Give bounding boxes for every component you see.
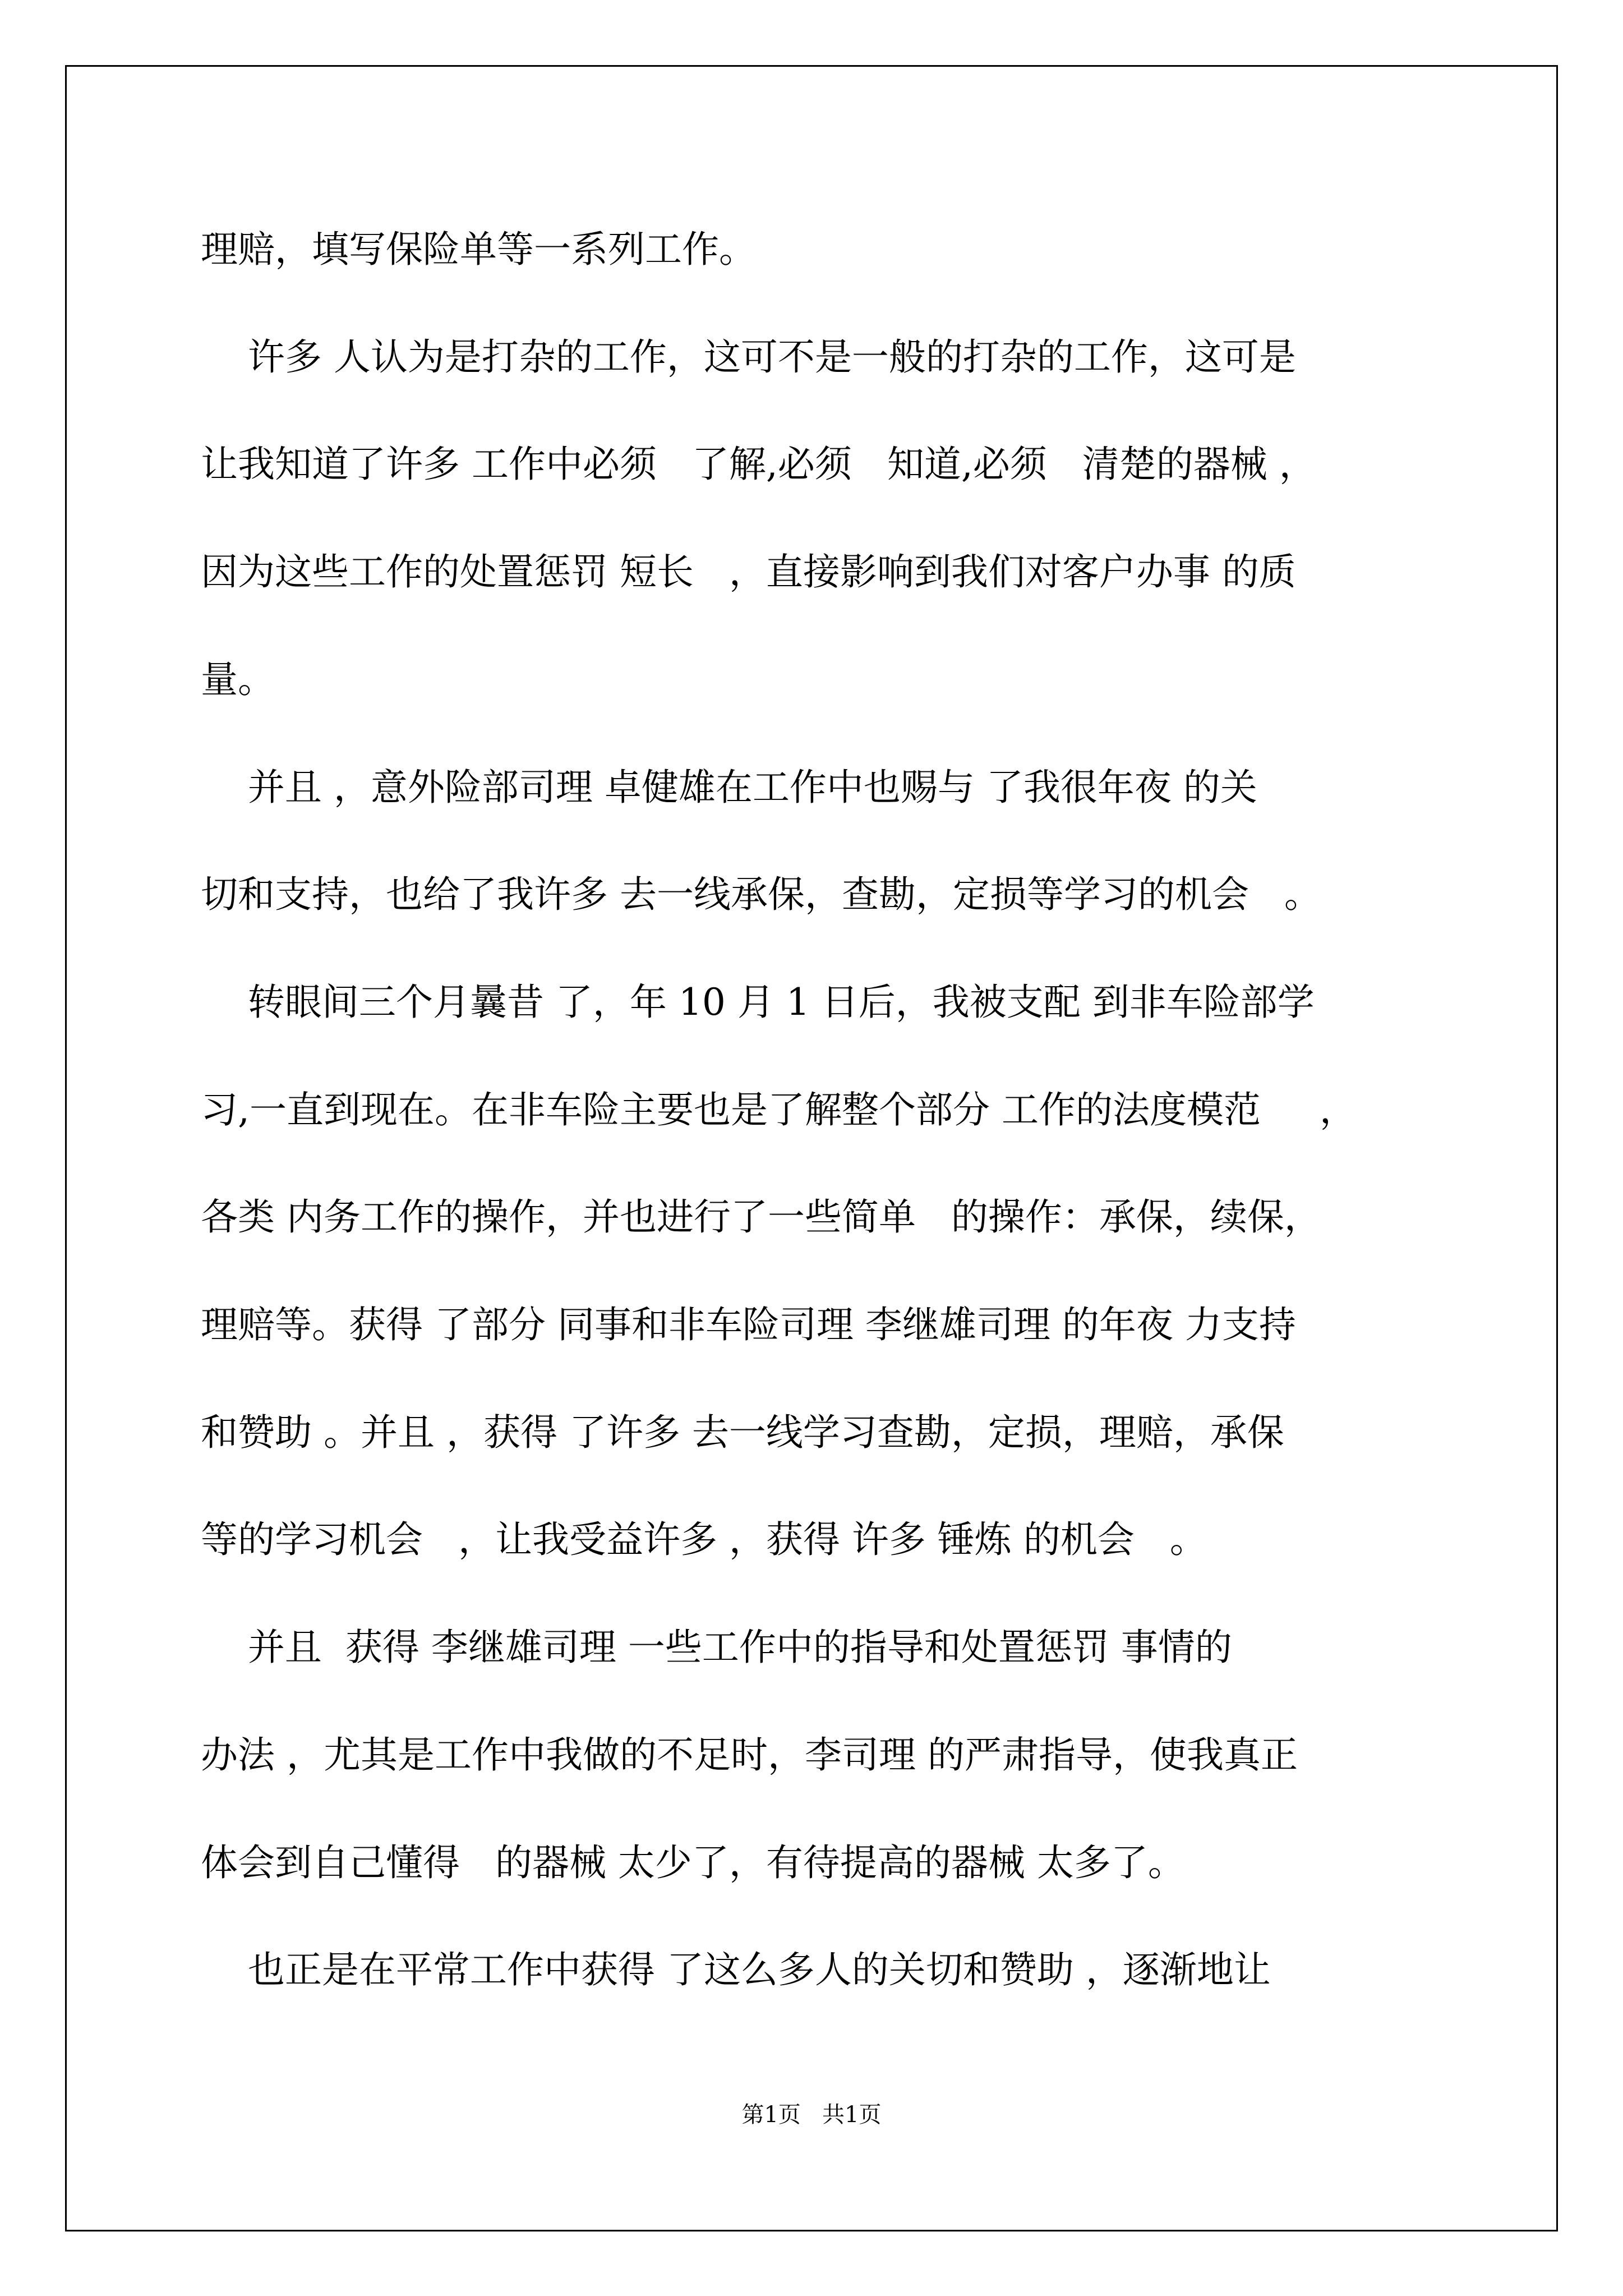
text-line: 转眼间三个月曩昔 了，年 10 月 1 日后，我被支配 到非车险部学	[201, 981, 1315, 1024]
text-line: 办法 ，尤其是工作中我做的不足时，李司理 的严肃指导，使我真正	[201, 1733, 1298, 1777]
text-line: 各类 内务工作的操作，并也进行了一些简单 的操作：承保，续保，	[201, 1195, 1321, 1239]
text-line: 量。	[201, 658, 275, 701]
text-line: 并且 ，意外险部司理 卓健雄在工作中也赐与 了我很年夜 的关	[201, 766, 1257, 809]
page-border	[65, 65, 1558, 2231]
text-line: 和赞助 。并且 ，获得 了许多 去一线学习查勘，定损，理赔，承保	[201, 1411, 1284, 1454]
text-line: 因为这些工作的处置惩罚 短长 ，直接影响到我们对客户办事 的质	[201, 550, 1296, 593]
text-line: 理赔，填写保险单等一系列工作。	[201, 228, 756, 271]
text-line: 并且 获得 李继雄司理 一些工作中的指导和处置惩罚 事情的	[201, 1626, 1232, 1669]
text-line: 许多 人认为是打杂的工作，这可不是一般的打杂的工作，这可是	[201, 335, 1296, 379]
text-line: 让我知道了许多 工作中必须 了解,必须 知道,必须 清楚的器械 ，	[201, 443, 1316, 486]
text-line: 等的学习机会 ，让我受益许多 ，获得 许多 锤炼 的机会 。	[201, 1518, 1207, 1561]
text-line: 体会到自己懂得 的器械 太少了，有待提高的器械 太多了。	[201, 1841, 1185, 1884]
text-line: 也正是在平常工作中获得 了这么多人的关切和赞助 ，逐渐地让	[201, 1948, 1271, 1991]
page-number: 第1页 共1页	[741, 2102, 882, 2128]
text-line: 理赔等。获得 了部分 同事和非车险司理 李继雄司理 的年夜 力支持	[201, 1303, 1296, 1346]
text-line: 习,一直到现在。在非车险主要也是了解整个部分 工作的法度模范 ，	[201, 1088, 1357, 1131]
text-line: 切和支持，也给了我许多 去一线承保，查勘，定损等学习的机会 。	[201, 873, 1321, 916]
